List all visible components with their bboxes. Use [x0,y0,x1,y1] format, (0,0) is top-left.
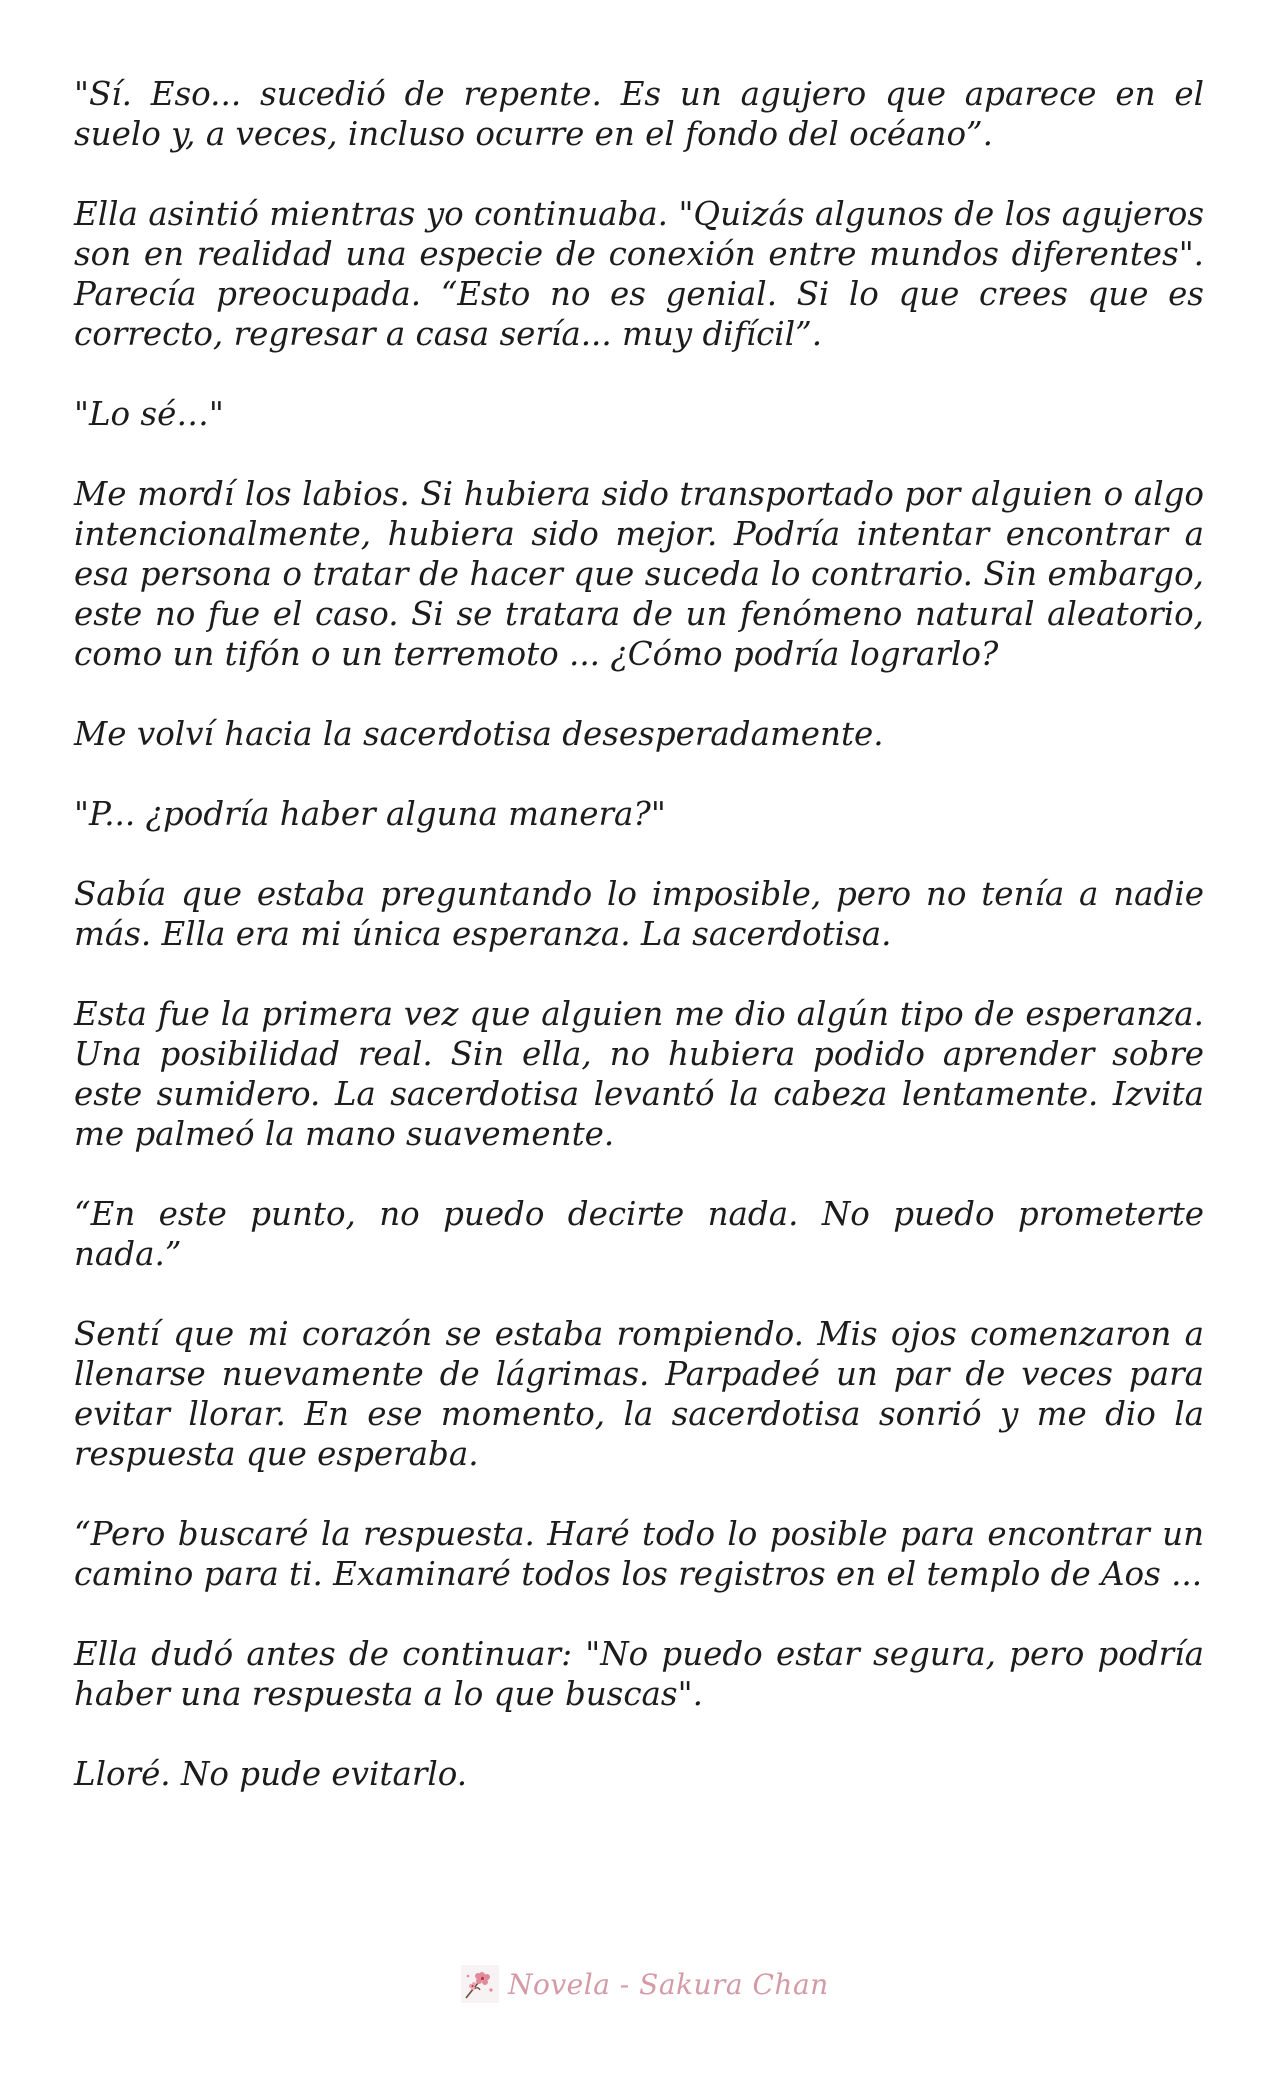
watermark-text: Novela - Sakura Chan [508,1967,829,2001]
paragraph: "Lo sé…" [74,395,224,433]
paragraph: “En este punto, no puedo decirte nada. No puedo prometerte nada.” [74,1195,1204,1273]
paragraph: Esta fue la primera vez que alguien me dio algún tipo de esperanza. Una posibilidad real. Sin ella, no hubiera podido aprender sobre este sumidero. La sacerdotisa levantó la cabeza lentamente. Izvita me palmeó la mano suavemente. [74,995,1204,1153]
paragraph: "Sí. Eso... sucedió de repente. Es un agujero que aparece en el suelo y, a veces, incluso ocurre en el fondo del océano”. [74,75,1204,153]
paragraph: Me volví hacia la sacerdotisa desesperadamente. [74,715,884,753]
paragraph: Sentí que mi corazón se estaba rompiendo. Mis ojos comenzaron a llenarse nuevamente de lágrimas. Parpadeé un par de veces para evitar llorar. En ese momento, la sacerdotisa sonrió y me dio la respuesta que esperaba. [74,1315,1204,1473]
paragraph: "P... ¿podría haber alguna manera?" [74,795,666,833]
paragraph: “Pero buscaré la respuesta. Haré todo lo posible para encontrar un camino para ti. Examinaré todos los registros en el templo de Aos ... [74,1515,1204,1593]
paragraph: Sabía que estaba preguntando lo imposible, pero no tenía a nadie más. Ella era mi única esperanza. La sacerdotisa. [74,875,1204,953]
paragraph: Ella dudó antes de continuar: "No puedo estar segura, pero podría haber una respuesta a lo que buscas". [74,1635,1204,1713]
watermark [460,1960,829,2008]
paragraph: Ella asintió mientras yo continuaba. "Quizás algunos de los agujeros son en realidad una especie de conexión entre mundos diferentes". Parecía preocupada. “Esto no es genial. Si lo que crees que es correcto, regresar a casa sería... muy difícil”. [74,195,1204,353]
paragraph: Lloré. No pude evitarlo. [74,1755,468,1793]
paragraph: Me mordí los labios. Si hubiera sido transportado por alguien o algo intencionalmente, hubiera sido mejor. Podría intentar encontrar a esa persona o tratar de hacer que suceda lo contrario. Sin embargo, este no fue el caso. Si se tratara de un fenómeno natural aleatorio, como un tifón o un terremoto ... ¿Cómo podría lograrlo? [74,475,1204,673]
document-body [74,74,1204,1834]
sakura-flower-icon [460,1964,500,2004]
